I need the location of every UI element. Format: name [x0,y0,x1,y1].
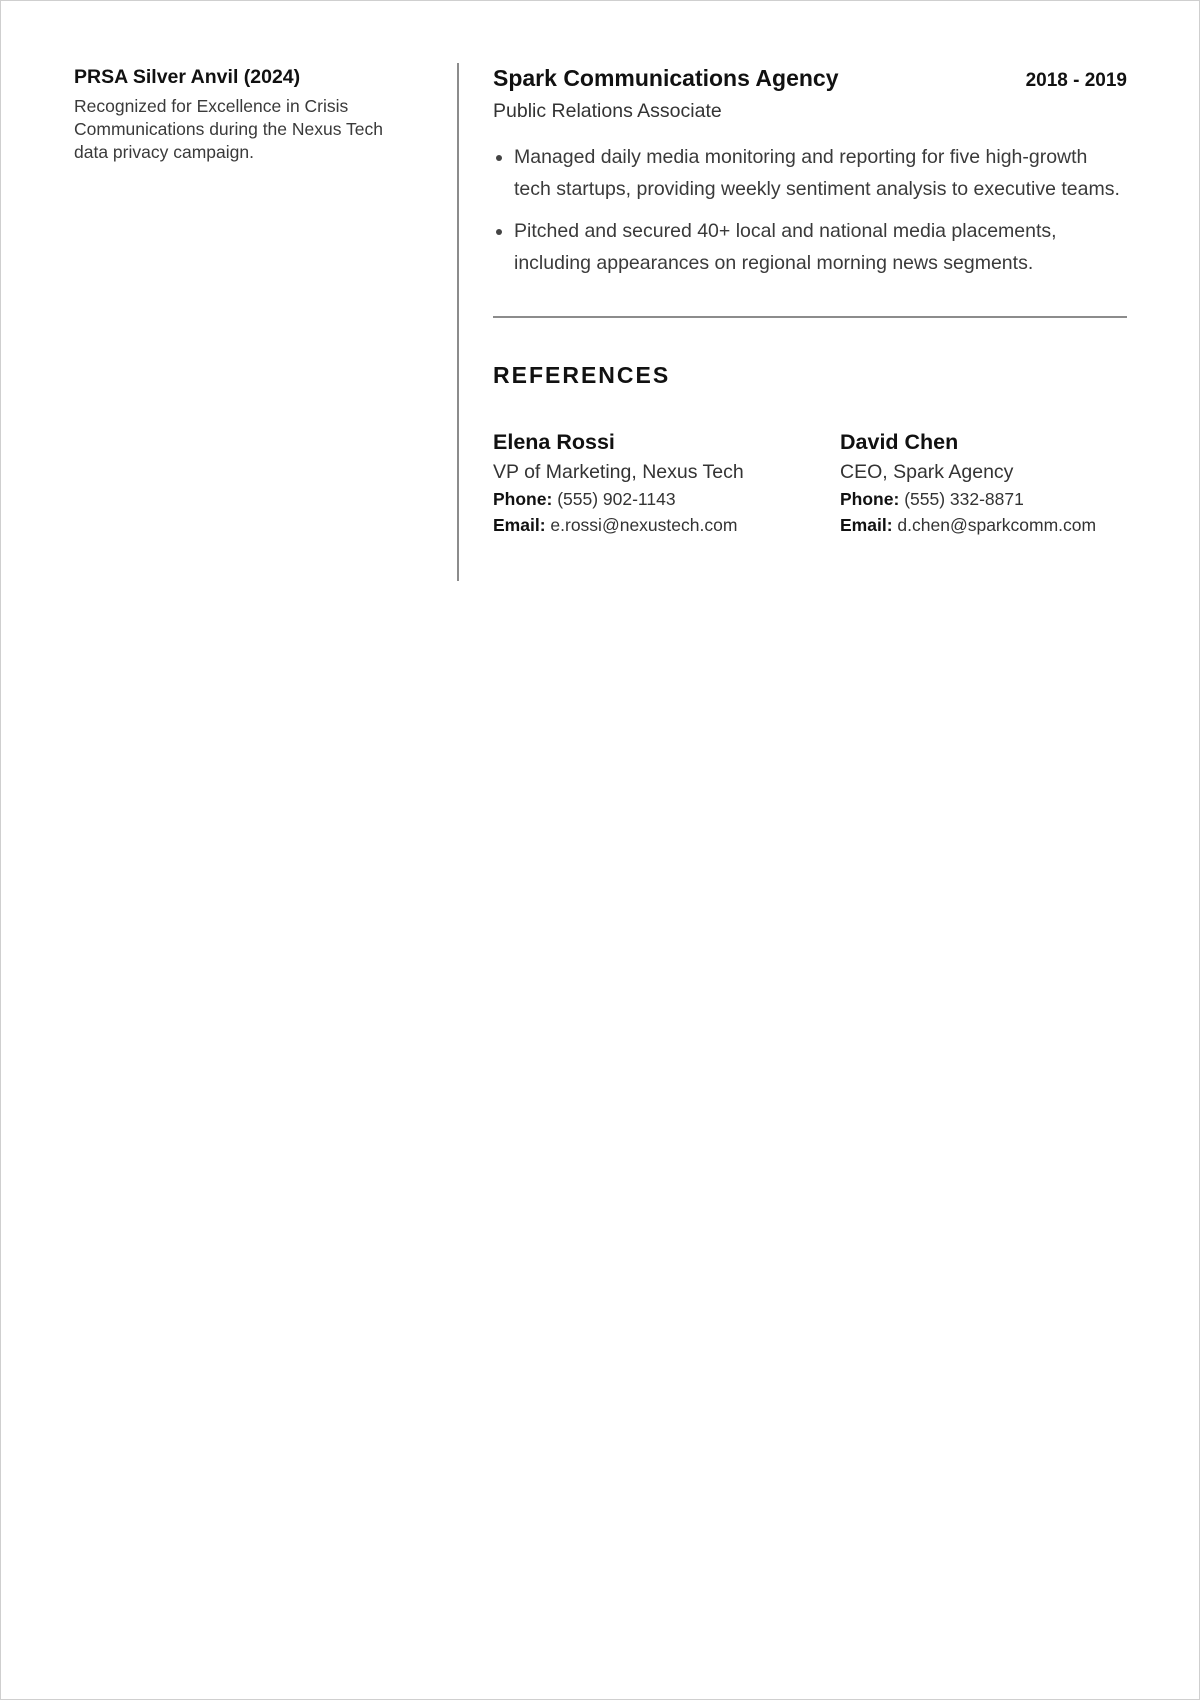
references-heading: REFERENCES [493,362,671,388]
phone-label: Phone: [493,489,553,509]
email-label: Email: [840,515,893,535]
reference-card [493,428,840,538]
experience-bullet: • Pitched and secured 40+ local and national media placements, including appearances on regional morning news segments. [514,215,1127,279]
phone-label: Phone: [840,489,900,509]
references-list [493,428,1127,538]
main-column [493,63,1127,538]
award-title: PRSA Silver Anvil (2024) [74,66,301,88]
reference-phone [493,486,840,512]
reference-email [493,512,840,538]
email-value: e.rossi@nexustech.com [550,515,738,535]
job-role: Public Relations Associate [493,100,722,122]
reference-title: VP of Marketing, Nexus Tech [493,461,744,483]
experience-bullet-list [493,141,1127,279]
email-value: d.chen@sparkcomm.com [897,515,1097,535]
reference-phone [840,486,1127,512]
phone-value: (555) 332-8871 [904,489,1024,509]
reference-card [840,428,1127,538]
reference-title: CEO, Spark Agency [840,461,1014,483]
phone-value: (555) 902-1143 [557,489,676,509]
experience-header [493,63,1127,93]
section-divider [493,316,1127,318]
award-description: Recognized for Excellence in Crisis Communications during the Nexus Tech data privacy campaign. [74,96,384,162]
company-name: Spark Communications Agency [493,65,839,91]
reference-name: David Chen [840,430,959,454]
column-divider [457,63,459,581]
reference-name: Elena Rossi [493,430,615,454]
awards-section [74,63,414,164]
email-label: Email: [493,515,546,535]
experience-bullet: • Managed daily media monitoring and reporting for five high-growth tech startups, providing weekly sentiment analysis to executive teams. [514,141,1127,205]
experience-entry [493,63,1127,279]
reference-email [840,512,1127,538]
employment-dates: 2018 - 2019 [1025,70,1127,91]
